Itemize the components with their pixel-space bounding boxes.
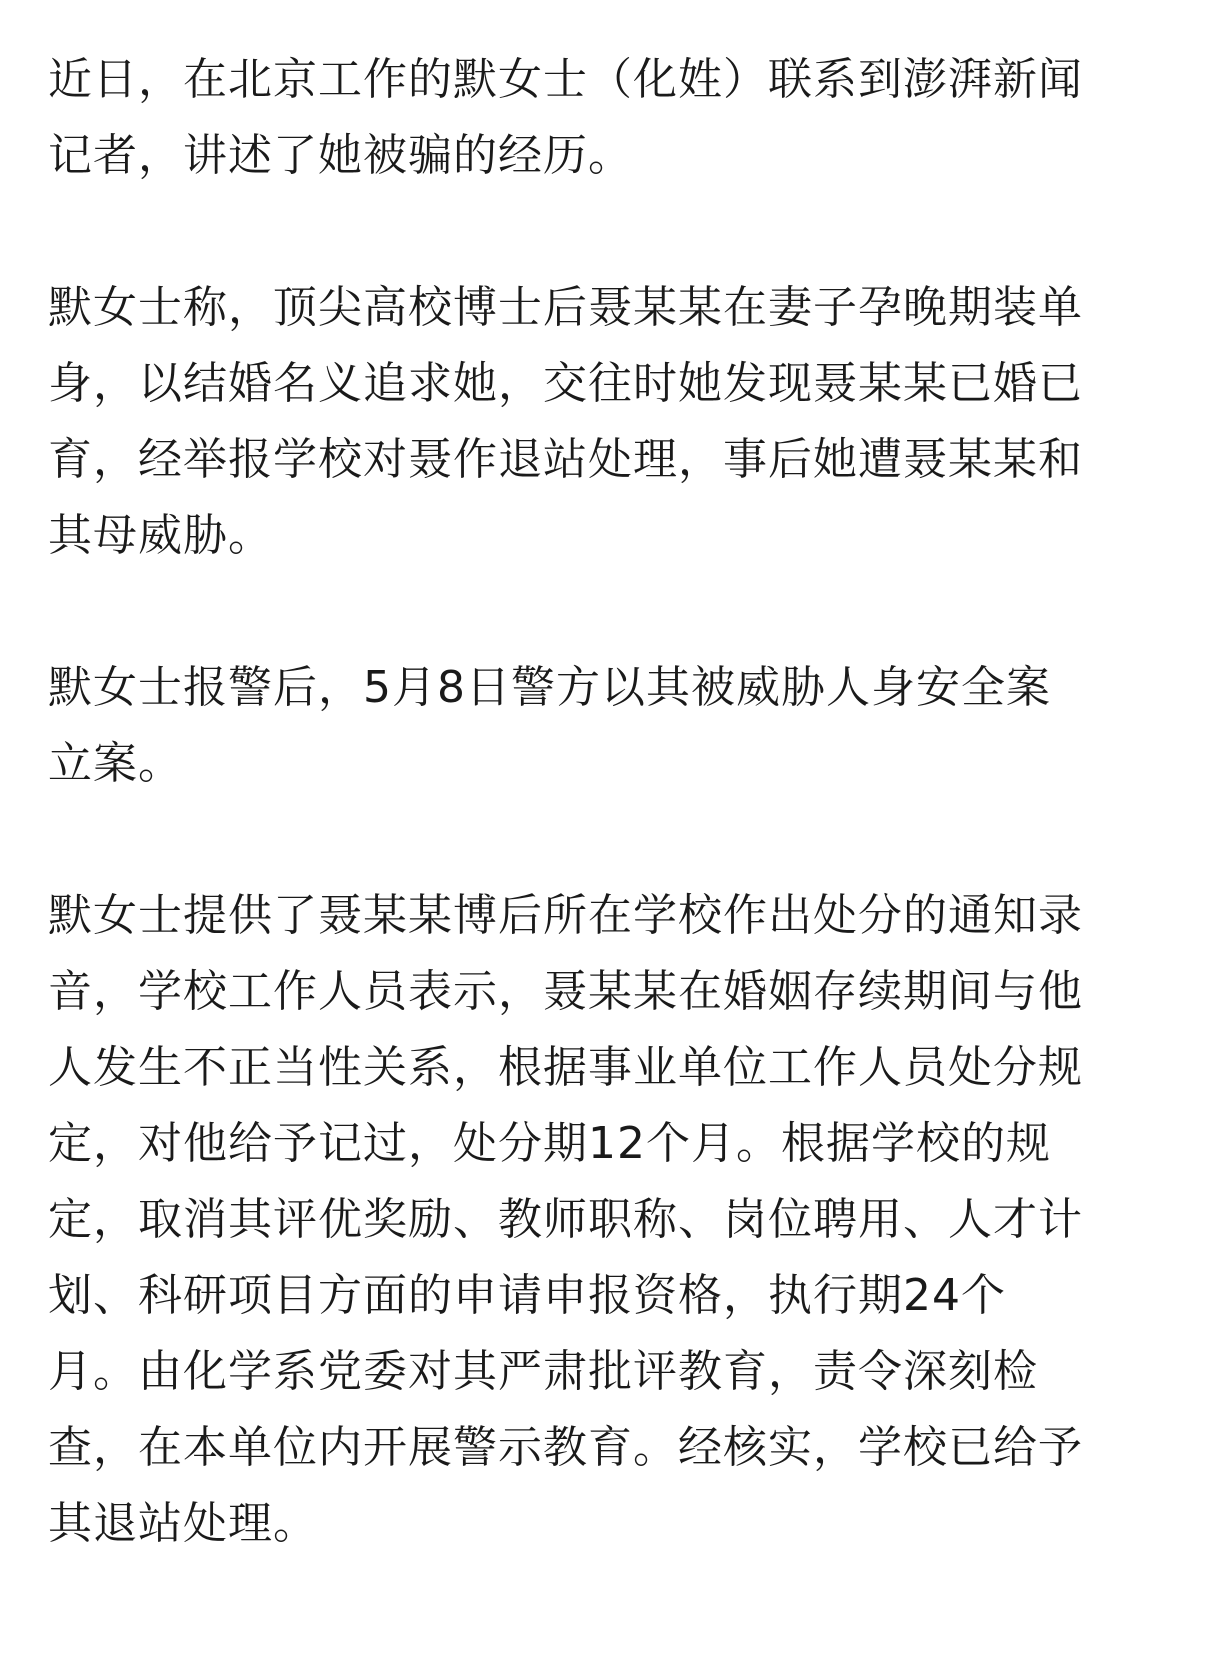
text-line: 月。由化学系党委对其严肃批评教育，责令深刻检 <box>48 1346 1038 1397</box>
text-line: 记者，讲述了她被骗的经历。 <box>48 130 633 181</box>
text-line: 音，学校工作人员表示，聂某某在婚姻存续期间与他 <box>48 966 1083 1017</box>
text-line: 立案。 <box>48 738 183 789</box>
paragraph-4 <box>48 878 1148 1562</box>
text-line: 定，对他给予记过，处分期12个月。根据学校的规 <box>48 1118 1051 1169</box>
text-line: 近日，在北京工作的默女士（化姓）联系到澎湃新闻 <box>48 54 1083 105</box>
text-line: 育，经举报学校对聂作退站处理，事后她遭聂某某和 <box>48 434 1083 485</box>
text-line: 默女士报警后，5月8日警方以其被威胁人身安全案 <box>48 662 1051 713</box>
paragraph-3 <box>48 650 1148 802</box>
paragraph-1 <box>48 42 1148 194</box>
text-line: 定，取消其评优奖励、教师职称、岗位聘用、人才计 <box>48 1194 1083 1245</box>
paragraph-2 <box>48 270 1148 574</box>
text-line: 划、科研项目方面的申请申报资格，执行期24个 <box>48 1270 1006 1321</box>
text-line: 身，以结婚名义追求她，交往时她发现聂某某已婚已 <box>48 358 1083 409</box>
text-line: 其退站处理。 <box>48 1498 318 1549</box>
text-line: 其母威胁。 <box>48 510 273 561</box>
article-body <box>48 42 1148 1638</box>
text-line: 默女士称，顶尖高校博士后聂某某在妻子孕晚期装单 <box>48 282 1083 333</box>
text-line: 默女士提供了聂某某博后所在学校作出处分的通知录 <box>48 890 1083 941</box>
text-line: 查，在本单位内开展警示教育。经核实，学校已给予 <box>48 1422 1083 1473</box>
text-line: 人发生不正当性关系，根据事业单位工作人员处分规 <box>48 1042 1083 1093</box>
